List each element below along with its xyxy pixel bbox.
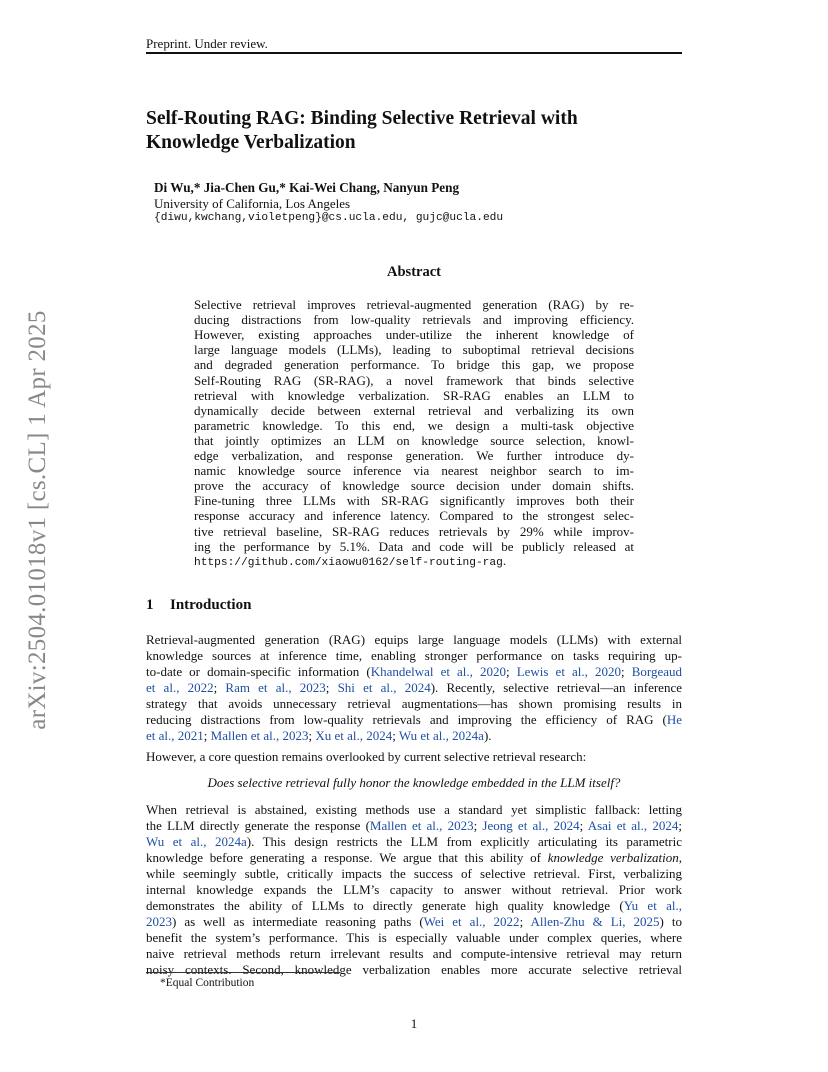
para3-line-3 <box>146 834 682 850</box>
text: ) to <box>659 914 682 929</box>
author-emails: {diwu,kwchang,violetpeng}@cs.ucla.edu, gujc@ucla.edu <box>154 212 504 224</box>
footnote: *Equal Contribution <box>160 977 255 989</box>
abstract-line: However, existing approaches under-utilize the inherent knowledge of <box>194 327 634 343</box>
para1-line-2: knowledge sources at inference time, enabling stronger performance on tasks requiring up- <box>146 648 682 663</box>
para1-line-7: et al., 2021; Mallen et al., 2023; Xu et al., 2024; Wu et al., 2024a). <box>146 728 492 743</box>
citation-link[interactable]: Wei et al., 2022 <box>423 914 520 929</box>
para1-line-4: et al., 2022; Ram et al., 2023; Shi et al., 2024). Recently, selective retrieval—an inference <box>146 680 682 695</box>
para3-line-1: When retrieval is abstained, existing methods use a standard yet simplistic fallback: letting <box>146 802 682 817</box>
section-title: Introduction <box>170 597 252 613</box>
para3-line-7 <box>146 898 682 914</box>
section-number: 1 <box>146 597 154 613</box>
para1-line-5: strategy that avoids unnecessary retrieval augmentations—has shown promising results in <box>146 696 682 711</box>
citation-link[interactable]: He <box>666 712 682 727</box>
citation-link[interactable]: Xu et al., 2024 <box>315 728 393 743</box>
text: ). <box>483 728 492 743</box>
text: to-date or domain-specific information ( <box>146 664 371 679</box>
citation-link[interactable]: Yu et al., <box>623 898 682 913</box>
abstract-line: Fine-tuning three LLMs with SR-RAG significantly improves both their <box>194 493 634 509</box>
para3-line-10: naive retrieval methods return irrelevant results and compute-intensive retrieval may return <box>146 946 682 961</box>
para3-line-11: noisy contexts. Second, knowledge verbalization enables more accurate selective retrieval <box>146 962 682 977</box>
paper-title <box>146 107 686 155</box>
citation-link[interactable]: Mallen et al., 2023 <box>210 728 309 743</box>
arxiv-identifier <box>22 290 54 750</box>
affiliation: University of California, Los Angeles <box>154 196 351 211</box>
abstract-url-line <box>194 553 634 569</box>
para1-line-3: to-date or domain-specific information (Khandelwal et al., 2020; Lewis et al., 2020; Borgeaud <box>146 664 682 679</box>
abstract-line: prove the accuracy of knowledge source decision under domain shifts. <box>194 478 634 494</box>
citation-link[interactable]: 2023 <box>146 914 172 929</box>
abstract-line: response accuracy and inference latency. Compared to the strongest selec- <box>194 508 634 524</box>
research-question: Does selective retrieval fully honor the knowledge embedded in the LLM itself? <box>207 775 621 790</box>
citation-link[interactable]: et al., 2021 <box>146 728 204 743</box>
header-rule <box>146 52 682 54</box>
citation-link[interactable]: Allen-Zhu & Li, 2025 <box>530 914 660 929</box>
citation-link[interactable]: et al., 2022 <box>146 680 214 695</box>
arxiv-identifier-text: arXiv:2504.01018v1 [cs.CL] 1 Apr 2025 <box>24 310 51 730</box>
text: ). Recently, selective retrieval—an inference <box>430 680 682 695</box>
citation-link[interactable]: Asai et al., 2024 <box>587 818 679 833</box>
abstract-line: namic knowledge source inference via nearest neighbor search to im- <box>194 463 634 479</box>
abstract-line: that jointly optimizes an LLM on knowledge source selection, knowl- <box>194 432 634 448</box>
para1-line-1: Retrieval-augmented generation (RAG) equips large language models (LLMs) with external <box>146 632 682 647</box>
text: ). This design restricts the LLM from explicitly articulating its parametric <box>246 834 682 849</box>
abstract-line: retrieval with knowledge verbalization. SR-RAG enables an LLM to <box>194 387 634 403</box>
abstract-line: ing the performance by 5.1%. Data and code will be publicly released at <box>194 538 634 554</box>
para3-line-5: while seemingly subtle, critically impacts the success of selective retrieval. First, verbalizing <box>146 866 682 881</box>
abstract-line: edge verbalization, and response generation. We further introduce dy- <box>194 448 634 463</box>
para3-line-8: 2023) as well as intermediate reasoning paths (Wei et al., 2022; Allen-Zhu & Li, 2025) to <box>146 914 682 929</box>
citation-link[interactable]: Shi et al., 2024 <box>337 680 431 695</box>
para3-line-9: benefit the system’s performance. This is especially valuable under complex queries, where <box>146 930 682 945</box>
text: ) as well as intermediate reasoning paths ( <box>172 914 424 929</box>
citation-link[interactable]: Borgeaud <box>631 664 682 679</box>
abstract-line: Selective retrieval improves retrieval-augmented generation (RAG) by re- <box>194 297 634 312</box>
text: , <box>678 850 682 865</box>
abstract-line: ducing distractions from low-quality retrievals and improving efficiency. <box>194 312 634 328</box>
text: the LLM directly generate the response ( <box>146 818 370 833</box>
citation-link[interactable]: Wu et al., 2024a <box>398 728 484 743</box>
emphasis: knowledge verbalization <box>547 850 679 865</box>
abstract-line: large language models (LLMs), leading to suboptimal retrieval decisions <box>194 342 634 358</box>
url-period: . <box>502 553 507 568</box>
abstract-line: Self-Routing RAG (SR-RAG), a novel framework that binds selective <box>194 372 634 388</box>
running-head: Preprint. Under review. <box>146 36 268 51</box>
text: knowledge before generating a response. We argue that this ability of <box>146 850 548 865</box>
citation-link[interactable]: Wu et al., 2024a <box>146 834 247 849</box>
title-line-2: Knowledge Verbalization <box>146 132 356 153</box>
para3-line-2: the LLM directly generate the response (Mallen et al., 2023; Jeong et al., 2024; Asai et al., 2024; <box>146 818 682 833</box>
citation-link[interactable]: Ram et al., 2023 <box>225 680 326 695</box>
section-heading-introduction <box>146 597 251 614</box>
citation-link[interactable]: Jeong et al., 2024 <box>482 818 580 833</box>
code-url-link[interactable]: https://github.com/xiaowu0162/self-routing-rag <box>194 557 503 569</box>
abstract-line: and degraded generation performance. To bridge this gap, we propose <box>194 357 634 373</box>
footnote-rule <box>146 972 340 973</box>
page-number: 1 <box>410 1016 418 1031</box>
abstract-heading: Abstract <box>387 264 441 280</box>
para3-line-6: internal knowledge expands the LLM’s capacity to answer without retrieval. Prior work <box>146 882 682 897</box>
abstract-line: dynamically decide between external retrieval and verbalizing its own <box>194 402 634 418</box>
text: demonstrates the ability of LLMs to directly generate high quality knowledge ( <box>146 898 624 913</box>
author-list: Di Wu,* Jia-Chen Gu,* Kai-Wei Chang, Nanyun Peng <box>154 180 460 195</box>
abstract-line: parametric knowledge. To this end, we design a multi-task objective <box>194 417 634 433</box>
citation-link[interactable]: Mallen et al., 2023 <box>369 818 474 833</box>
citation-link[interactable]: Lewis et al., 2020 <box>516 664 621 679</box>
citation-link[interactable]: Khandelwal et al., 2020 <box>370 664 506 679</box>
text: reducing distractions from low-quality retrievals and improving the efficiency of RAG ( <box>146 712 667 727</box>
para2: However, a core question remains overlooked by current selective retrieval research: <box>146 749 587 764</box>
title-line-1: Self-Routing RAG: Binding Selective Retrieval with <box>146 108 578 129</box>
abstract-line: tive retrieval baseline, SR-RAG reduces retrievals by 29% while improv- <box>194 523 634 539</box>
para1-line-6 <box>146 712 682 728</box>
para3-line-4 <box>146 850 682 866</box>
